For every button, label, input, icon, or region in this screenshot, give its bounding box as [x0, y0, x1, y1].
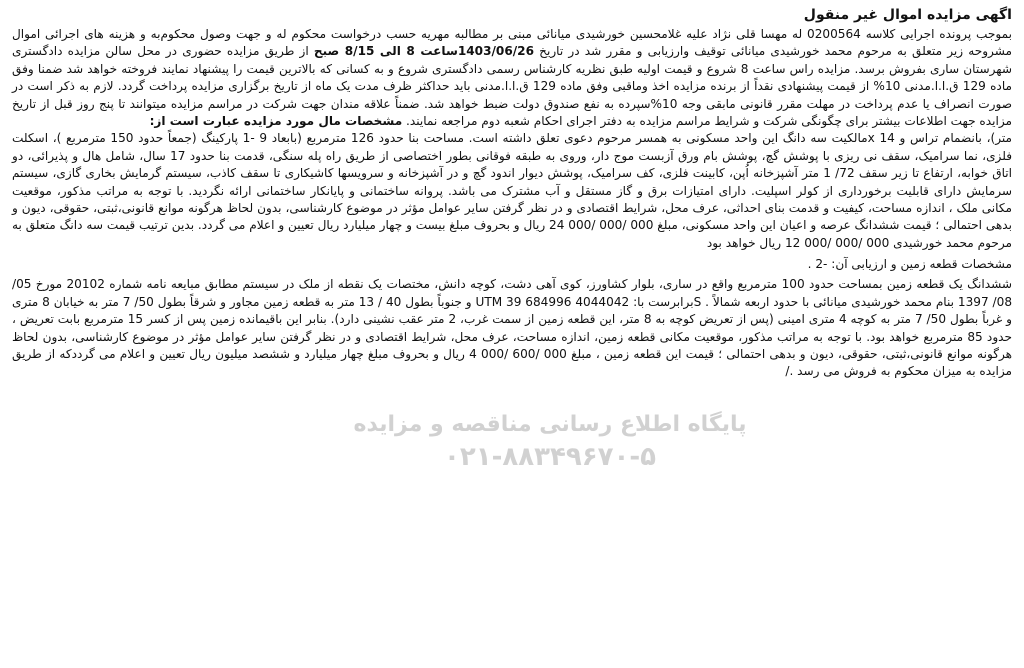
item1-description: متر)، بانضمام تراس و 14 xمالکیت سه دانگ این واحد مسکونی به همسر مرحوم دعوی تعلق داشته است. مساحت بنا حدود 126 مترمربع (بابعاد 9 -1 پارکینگ (جمعاً حدود 150 مترمربع )، اسکلت فلزی، نما سرامیک، سقف نی ریزی با پوشش گچ، پوشش بام ورق آزبست موج دار، وروی به طبقه فوقانی بطور اختصاصی از طریق راه پله سنگی، قدمت بنا حدود 17 سال، شامل هال و پذیرائی، دو اتاق خوابه، ارتفاع تا زیر سقف 72/ 1 متر آشپزخانه اُپن، کابینت فلزی، کف سرامیک، پوشش دیوار اندود گچ و در آشپزخانه و سرویسها کاشیکاری تا سقف کاذب، سیستم گرمایش بخاری گازی، سیستم سرمایش دارای قابلیت برخورداری از کولر اسپلیت. دارای امتیازات برق و گاز مستقل و آب مشترک می باشد. پروانه ساختمانی و پایانکار ساختمانی ارائه نگردید. با توجه به مراتب مذکور، موقعیت مکانی ملک ، اندازه مساحت، کیفیت و قدمت بنای احداثی، عرف محل، شرایط اقتصادی و در نظر گرفتن سایر عوامل مؤثر در موضوع کارشناسی، بدون لحاظ هرگونه موانع قانونی،ثبتی، حقوقی، دیون و بدهی احتمالی ؛ قیمت ششدانگ عرصه و اعیان این واحد مسکونی، مبلغ 000 /000 /000 24 ریال و بحروف مبلغ بیست و چهار میلیارد ریال تعیین و اعلام می گردد. بدین ترتیب قیمت سه دانگ متعلق به مرحوم محمد خورشیدی 000 /000 /000 12 ریال خواهد بود — [12, 131, 1013, 250]
intro-text-part2: از طریق مزایده حضوری در محل سالن مزایده دادگستری شهرستان ساری بفروش برسد. مزایده راس ساعت 8 شروع و قیمت اولیه طبق نظریه کارشناس رسمی دادگستری شروع و به کسانی که بالاترین قیمت را پیشنهاد نمایند فروخته خواهد شد ضمنا وفق ماده 129 ق.ا.ا.مدنی 10% از قیمت پیشنهادی نقداً از برنده مزایده اخذ وماقبی وفق ماده 129 ق.ا.ا.مدنی باید حداکثر ظرف مدت یک ماه از تاریخ برگزاری مزایده پرداخت گردد. لازم به ذکر است در صورت انصراف یا عدم پرداخت در مهلت مقرر قانونی مابقی وجه 10%سپرده به نفع صندوق دولت ضبط خواهد شد. ضمناً علاقه مندان جهت شرکت در مراسم مزایده میتوانند تا پنج روز قبل از تاریخ مزایده جهت اطلاعات بیشتر برای چگونگی شرکت و شرایط مراسم مزایده به دفتر اجرای احکام شعبه دوم مراجعه نمایند. — [12, 44, 1012, 129]
intro-paragraph — [12, 26, 1012, 130]
notice-title: اگهی مزایده اموال غیر منقول — [803, 7, 1012, 23]
intro-text-part1: بموجب پرونده اجرایی کلاسه 0200564 له مهسا قلی نژاد علیه غلامحسین خورشیدی میانائی مبنی بر مطالبه مهریه حسب درخواست محکوم له و جهت وصول محکوم‌به و هزینه های اجرائی اموال مشروحه زیر متعلق به مرحوم محمد خورشیدی میانائی توقیف وارزیابی و مقرر شد در تاریخ — [12, 27, 1012, 59]
auction-date: 1403/06/26ساعت 8 الی 8/15 صبح — [313, 44, 534, 59]
item2-description: ششدانگ یک قطعه زمین بمساحت حدود 100 مترمربع واقع در ساری، بلوار کشاورز، کوی آهی دشت، کوچه دانش، مختصات یک نقطه از ملک در سیستم مطابق مبایعه نامه شماره 20102 مورخ 05/ 08/ 1397 بنام محمد خورشیدی میانائی با حدود اربعه شمالاً . Sبرابرست با: UTM 39 684996 4044042 و جنوباً بطول 40 / 13 متر به قطعه زمین مجاور و شرقاً بطول 50/ 7 متر به خیابان 8 متری و غرباً بطول 50/ 7 متر به کوچه 4 متری امینی (پس از تعریض کوچه به 8 متر، این قطعه زمین از سمت غرب، 2 متر عقب نشینی دارد). بنابر این باقیمانده زمین پس از کسر 15 مترمربع بابت تعریض ، حدود 85 مترمربع خواهد بود. با توجه به مراتب مذکور، موقعیت مکانی قطعه زمین، اندازه مساحت، عرف محل، شرایط اقتصادی و در نظر گرفتن سایر عوامل مؤثر در موضوع کارشناسی، بدون لحاظ هرگونه موانع قانونی،ثبتی، حقوقی، دیون و بدهی احتمالی ؛ قیمت این قطعه زمین ، مبلغ 000 /600 /000 4 ریال و بحروف مبلغ چهار میلیارد و ششصد میلیون ریال تعیین و اعلام می گرددکه از طریق مزایده به میزان محکوم به فروش می رسد ./ — [12, 277, 1013, 379]
watermark-site-name: پایگاه اطلاع رسانی مناقصه و مزایده — [353, 412, 747, 437]
specs-heading: مشخصات مال مورد مزایده عبارت است از: — [149, 114, 403, 129]
item2-heading: مشخصات قطعه زمین و ارزیابی آن: -2 . — [807, 257, 1012, 272]
watermark-phone: ۰۲۱-۸۸۳۴۹۶۷۰-۵ — [443, 442, 656, 472]
